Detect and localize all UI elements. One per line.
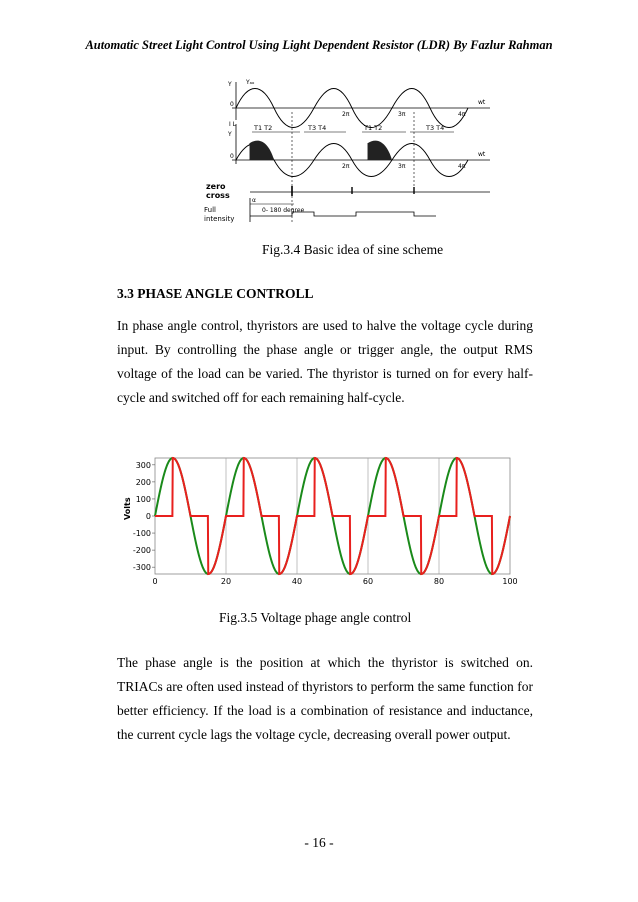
label-top-ydr: Yₐₒ [246,79,255,86]
section-heading: 3.3 PHASE ANGLE CONTROLL [117,286,314,301]
y-tick-label: -100 [132,529,151,539]
label-zero-a: 0 [230,101,234,108]
y-tick-label: 0 [145,512,151,521]
label-t3t4-b: T3 T4 [426,124,445,132]
paragraph-2: The phase angle is the position at which the thyristor is switched on. TRIACs are often used instead of thyristors to perform the same function for better efficiency. If the load is a combination of resistance and inductance, the current cycle lags the voltage cycle, decreasing overall power output. [117,655,533,742]
figure-3-4-caption: Fig.3.4 Basic idea of sine scheme [262,242,444,257]
sine-scheme-diagram [196,72,500,230]
x-tick-label: 60 [362,577,374,586]
y-tick-label: -200 [132,546,151,556]
label-2pi-a: 2π [342,111,350,118]
label-bot-y: Y [228,131,232,138]
label-range: 0- 180 degree [262,207,305,214]
label-3pi-b: 3π [398,163,406,170]
y-tick-label: 300 [135,460,151,470]
label-wt-a: wt [478,99,486,106]
label-t1t2-b: T1 T2 [364,124,383,132]
x-tick-label: 0 [152,577,158,586]
label-4pi-a: 4π [458,111,466,118]
label-top-y: Y [228,81,232,88]
y-axis-label: Volts [123,497,132,520]
y-tick-label: 100 [135,494,151,504]
label-t3t4-a: T3 T4 [308,124,327,132]
x-tick-label: 100 [502,577,518,586]
label-full-1: Full [204,206,216,214]
page-number: - 16 - [304,835,334,850]
figure-3-5-caption: Fig.3.5 Voltage phage angle control [219,610,412,625]
y-tick-label: -300 [132,563,151,573]
label-t1t2-a: T1 T2 [254,124,273,132]
label-zero-cross-1: zero [206,182,226,191]
page-header: Automatic Street Light Control Using Light Dependent Resistor (LDR) By Fazlur Rahman [85,38,553,52]
x-tick-label: 80 [433,577,445,586]
label-il: I L [229,121,237,128]
y-tick-label: 200 [135,477,151,487]
label-4pi-b: 4π [458,163,466,170]
label-2pi-b: 2π [342,163,350,170]
label-wt-b: wt [478,151,486,158]
label-alpha: α [252,197,256,204]
label-zero-b: 0 [230,153,234,160]
x-tick-label: 40 [291,577,303,586]
x-tick-label: 20 [220,577,232,586]
label-zero-cross-2: cross [206,191,230,200]
paragraph-1: In phase angle control, thyristors are used to halve the voltage cycle during input. By controlling the phase angle or trigger angle, the output RMS voltage of the load can be varied. The thyristor is turned on for every half-cycle and switched off for each remaining half-cycle. [117,318,533,405]
label-3pi-a: 3π [398,111,406,118]
phase-angle-chart [118,452,522,600]
label-full-2: intensity [204,215,235,223]
